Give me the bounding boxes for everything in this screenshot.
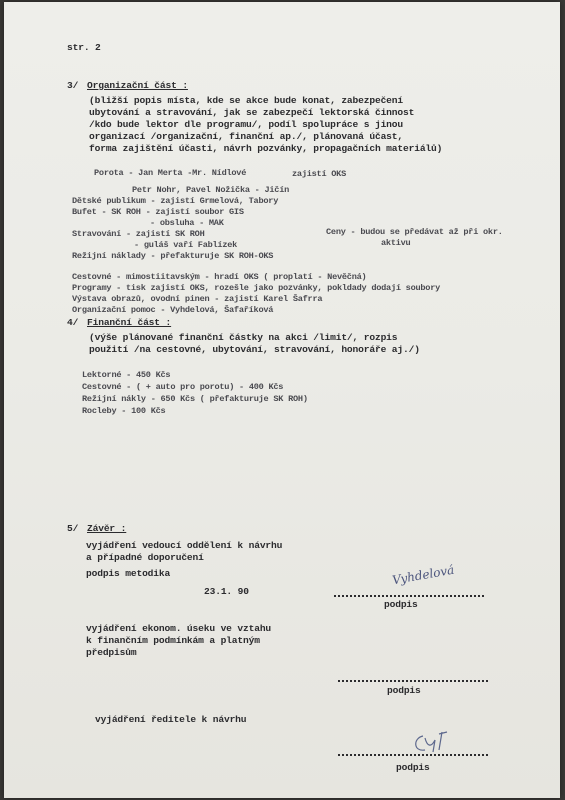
- entry-bufet-obsluha: - obsluha - MAK: [150, 218, 224, 228]
- podpis-label-3: podpis: [396, 762, 430, 773]
- section4-desc-line: použití /na cestovné, ubytování, stravování, honoráře aj./): [89, 344, 420, 355]
- reditel-line: vyjádření ředitele k návrhu: [95, 714, 247, 725]
- finance-item: Lektorné - 450 Kčs: [82, 370, 171, 380]
- date-stamp: 23.1. 90: [204, 586, 249, 597]
- entry-ceny: Ceny - budou se předávat až při okr.: [326, 227, 503, 237]
- entry-stravovani: Stravování - zajistí SK ROH: [72, 229, 205, 239]
- section5-number: 5/: [67, 523, 79, 534]
- entry-bufet: Bufet - SK ROH - zajistí soubor GIS: [72, 207, 244, 217]
- signature-line-1: [334, 595, 484, 597]
- ekonom-line2: k finančním podmínkám a platným: [86, 635, 260, 646]
- signature-reditel: [409, 726, 459, 756]
- entry-porota: Porota - Jan Merta -Mr. Nídlové: [94, 168, 247, 178]
- metodik-label: podpis metodika: [86, 568, 171, 579]
- page-number: str. 2: [67, 42, 101, 53]
- podpis-label-2: podpis: [387, 685, 421, 696]
- section4-heading: Finanční část :: [87, 317, 172, 328]
- document-page: [4, 2, 560, 798]
- entry-porota-zajisti: zajistí OKS: [292, 169, 346, 179]
- entry-stravovani-gulas: - guláš vaří Fablízek: [134, 240, 238, 250]
- section3-desc-line: forma zajištění účasti, návrh pozvánky, propagačních materiálů): [89, 143, 443, 154]
- section3-heading: Organizační část :: [87, 80, 188, 91]
- ekonom-line1: vyjádření ekonom. úseku ve vztahu: [86, 623, 272, 634]
- finance-item: Cestovné - ( + auto pro porotu) - 400 Kčs: [82, 382, 284, 392]
- entry-vystava: Výstava obrazů, ovodní pinen - zajistí Karel Šafrra: [72, 294, 323, 304]
- finance-item: Rocleby - 100 Kčs: [82, 406, 166, 416]
- section3-desc-line: organizací /organizační, finanční ap./, plánovaná účast,: [89, 131, 404, 142]
- signature-line-2: [338, 680, 488, 682]
- section3-desc-line: (bližší popis místa, kde se akce bude konat, zabezpečení: [89, 95, 404, 106]
- entry-detske-publikum: Dětské publikum - zajistí Grmelová, Tabory: [72, 196, 279, 206]
- entry-programy: Programy - tisk zajistí OKS, rozešle jako pozvánky, pokldady dodají soubory: [72, 283, 441, 293]
- podpis-label-1: podpis: [384, 599, 418, 610]
- signature-vyhdelova: Vyhdelová: [391, 562, 456, 588]
- section3-desc-line: ubytování a stravování, jak se zabezpečí lektorská činnost: [89, 107, 415, 118]
- section3-number: 3/: [67, 80, 79, 91]
- section4-desc-line: (výše plánované finanční částky na akci /limit/, rozpis: [89, 332, 398, 343]
- signature-line-3: [338, 754, 488, 756]
- ekonom-line3: předpisům: [86, 647, 137, 658]
- section3-desc-line: /kdo bude lektor dle programu/, podíl spolupráce s jinou: [89, 119, 404, 130]
- finance-item: Režijní nákly - 650 Kčs ( přefakturuje SK ROH): [82, 394, 308, 404]
- entry-organizacni-pomoc: Organizační pomoc - Vyhdelová, Šafaříková: [72, 305, 274, 315]
- vedouci-line1: vyjádření vedoucí oddělení k návrhu: [86, 540, 283, 551]
- entry-rezijni: Režijní náklady - přefakturuje SK ROH-OKS: [72, 251, 274, 261]
- entry-porota-cont: Petr Nohr, Pavel Nožička - Jičín: [132, 185, 290, 195]
- section5-heading: Závěr :: [87, 523, 127, 534]
- entry-ceny-cont: aktivu: [381, 238, 411, 248]
- vedouci-line2: a případné doporučení: [86, 552, 204, 563]
- section4-number: 4/: [67, 317, 79, 328]
- entry-cestovne: Cestovné - mimostiitavským - hradí OKS ( proplatí - Nevěčná): [72, 272, 367, 282]
